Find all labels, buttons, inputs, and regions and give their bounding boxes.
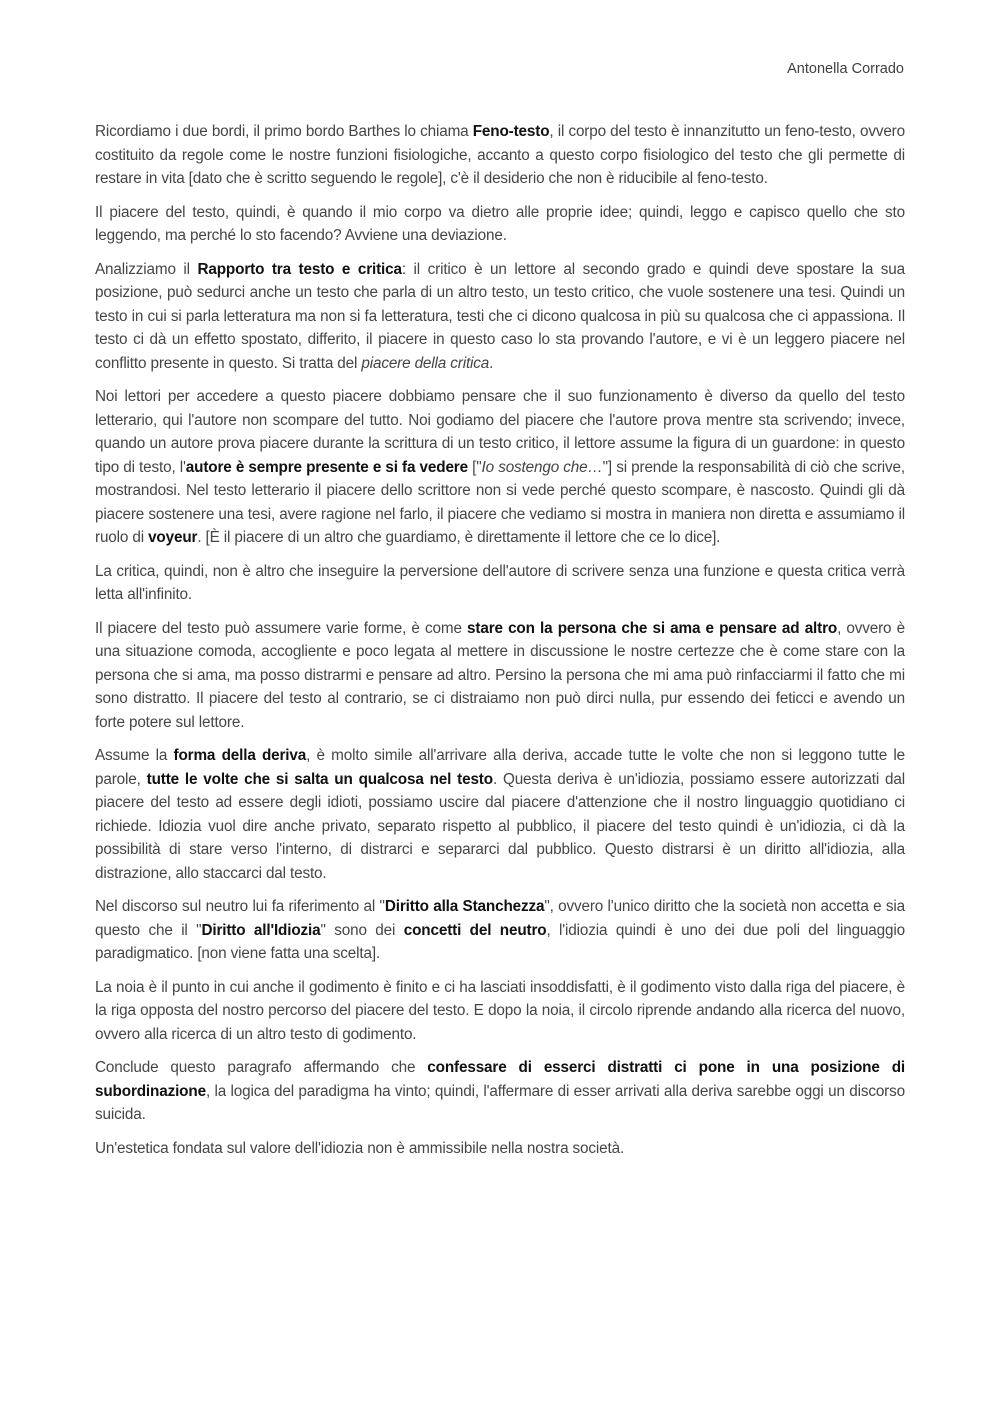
bold-term: voyeur — [148, 529, 198, 546]
text-run: Conclude questo paragrafo affermando che — [95, 1059, 428, 1076]
text-run: Noi lettori per accedere a questo piacere dobbiamo pensare che il suo funzionamento è diverso da quello del testo letterario, qui l'autore non scompare del tutto. Noi godiamo del piacere che l'autore prova mentre sta scrivendo; invece, quando un autore prova piacere durante la scrittura di un testo critico, il lettore assume la figura di un guardone: in questo tipo di testo, l' — [95, 388, 905, 476]
text-run: " sono dei — [320, 921, 404, 939]
paragraph — [95, 201, 905, 248]
paragraph — [95, 1056, 905, 1127]
paragraph — [95, 120, 905, 191]
text-run: . [È il piacere di un altro che guardiamo, è direttamente il lettore che ce lo dice]. — [197, 529, 721, 546]
bold-term: stare con la persona che si ama e pensare ad altro — [467, 619, 838, 637]
text-run: : il critico è un lettore al secondo grado e quindi deve spostare la sua posizione, può sedurci anche un testo che parla di un altro testo, un testo critico, che vuole sostenere una tesi. Quindi un testo in cui si parla letteratura ma non si fa letteratura, testi che ci dicono qualcosa in più su qualcosa che ci appassiona. Il testo ci dà un effetto spostato, differito, il piacere in questo caso lo sta provando l'autore, e vi è un leggero piacere nel conflitto presente in questo. Si tratta del — [95, 260, 905, 372]
bold-term: Rapporto tra testo e critica — [197, 260, 402, 278]
text-run: , l'idiozia quindi è uno dei due poli del linguaggio paradigmatico. [non viene fatta una scelta]. — [95, 921, 905, 962]
text-run: [" — [467, 458, 482, 476]
text-run: La noia è il punto in cui anche il godimento è finito e ci ha lasciati insoddisfatti, è il godimento visto dalla riga del piacere, è la riga opposta del nostro percorso del piacere del testo. E dopo la noia, il circolo riprende andando alla ricerca del nuovo, ovvero alla ricerca di un altro testo di godimento. — [95, 978, 905, 1043]
document-body — [95, 120, 905, 1170]
text-run: "] si prende la responsabilità di ciò che scrive, mostrandosi. Nel testo letterario il piacere dello scrittore non si vede perché questo scompare, è nascosto. Quindi gli dà piacere sostenere una tesi, avere ragione nel farlo, il piacere che vediamo si mostra in maniera non diretta e assumiamo il ruolo di — [95, 458, 905, 546]
bold-term: autore è sempre presente e si fa vedere — [185, 458, 468, 476]
text-run: Il piacere del testo può assumere varie forme, è come — [95, 619, 468, 637]
paragraph — [95, 976, 905, 1047]
paragraph — [95, 895, 905, 966]
bold-term: confessare di esserci distratti ci pone in una posizione di subordinazione — [95, 1059, 905, 1100]
bold-term: tutte le volte che si salta un qualcosa nel testo — [146, 770, 493, 788]
paragraph — [95, 1137, 905, 1161]
paragraph — [95, 560, 905, 607]
bold-term: forma della deriva — [173, 747, 307, 764]
paragraph — [95, 744, 905, 885]
text-run: Ricordiamo i due bordi, il primo bordo Barthes lo chiama — [95, 123, 473, 140]
text-run: Assume la — [95, 747, 174, 764]
text-run: , è molto simile all'arrivare alla deriva, accade tutte le volte che non si leggono tutte le parole, — [95, 747, 905, 788]
bold-term: Feno-testo — [472, 123, 550, 140]
bold-term: concetti del neutro — [403, 921, 547, 939]
text-run: , il corpo del testo è innanzitutto un feno-testo, ovvero costituito da regole come le nostre funzioni fisiologiche, accanto a questo corpo fisiologico del testo che gli permette di restare in vita [dato che è scritto seguendo le regole], c'è il desiderio che non è riducibile al feno-testo. — [95, 123, 905, 187]
text-run: ", ovvero l'unico diritto che la società non accetta e sia questo che il " — [95, 898, 905, 939]
bold-term: Diritto all'Idiozia — [201, 921, 321, 939]
paragraph — [95, 258, 905, 376]
text-run: . Questa deriva è un'idiozia, possiamo essere autorizzati dal piacere del testo ad essere degli idioti, possiamo uscire dal piacere d'attenzione che il nostro linguaggio quotidiano ci richiede. Idiozia vuol dire anche privato, separato rispetto al pubblico, il piacere del testo quindi è un'idiozia, ci dà la possibilità di stare verso l'interno, di distrarci e separarci dal pubblico. Questo distrarsi è un diritto all'idiozia, alla distrazione, allo staccarci dal testo. — [95, 770, 906, 882]
text-run: La critica, quindi, non è altro che inseguire la perversione dell'autore di scrivere senza una funzione e questa critica verrà letta all'infinito. — [95, 562, 905, 603]
header-author: Antonella Corrado — [787, 61, 904, 77]
text-run: Analizziamo il — [95, 260, 198, 278]
text-run: . — [489, 354, 494, 372]
text-run: , ovvero è una situazione comoda, accogliente e poco legata al mettere in discussione le nostre certezze che è come stare con la persona che si ama, ma posso distrarmi e pensare ad altro. Persino la persona che mi ama può rinfacciarmi il fatto che mi sono distratto. Il piacere del testo al contrario, se ci distraiamo non può dirci nulla, pur essendo dei feticci e avendo un forte potere sul lettore. — [95, 619, 905, 731]
italic-term: piacere della critica — [361, 354, 490, 372]
paragraph — [95, 385, 905, 550]
paragraph — [95, 617, 905, 735]
text-run: Il piacere del testo, quindi, è quando il mio corpo va dietro alle proprie idee; quindi, leggo e capisco quello che sto leggendo, ma perché lo sto facendo? Avviene una deviazione. — [95, 203, 905, 244]
italic-term: Io sostengo che… — [481, 458, 603, 476]
text-run: Nel discorso sul neutro lui fa riferimento al " — [95, 898, 385, 915]
bold-term: Diritto alla Stanchezza — [384, 898, 545, 915]
text-run: , la logica del paradigma ha vinto; quindi, l'affermare di esser arrivati alla deriva sarebbe oggi un discorso suicida. — [95, 1082, 905, 1123]
text-run: Un'estetica fondata sul valore dell'idiozia non è ammissibile nella nostra società. — [95, 1139, 625, 1157]
